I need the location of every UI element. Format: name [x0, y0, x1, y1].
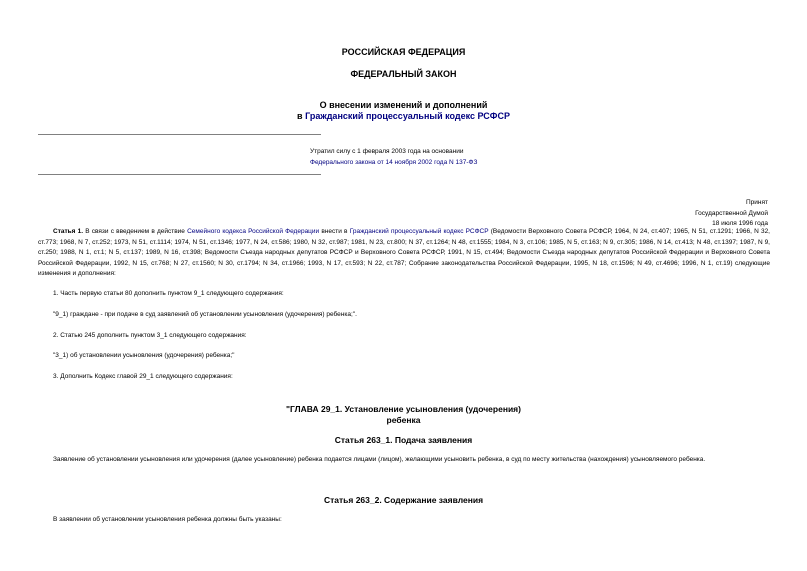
article-263-2-title: Статья 263_2. Содержание заявления [323, 495, 484, 505]
divider-bottom [38, 174, 321, 175]
country-heading: РОССИЙСКАЯ ФЕДЕРАЦИЯ [341, 47, 466, 57]
article-263-1-text: Заявление об установлении усыновления или удочерения (далее усыновление) ребенка подается лицами (лицом), желающими усыновить ребенка, в суд по месту жительства (нахождения) усыновляемого ребенка. [53, 456, 706, 463]
accepted-by: Государственной Думой [695, 209, 768, 217]
list-item: 1. Часть первую статьи 80 дополнить пунктом 9_1 следующего содержания: [53, 290, 284, 297]
law-title-line1: О внесении изменений и дополнений [319, 100, 488, 110]
chapter-title-line2: ребенка [386, 415, 421, 425]
article-263-2-text: В заявлении об установлении усыновления ребенка должны быть указаны: [53, 516, 282, 523]
list-item: "9_1) граждане - при подаче в суд заявлений об установлении усыновления (удочерения) ребенка;". [53, 311, 357, 318]
law-title-line2 [0, 111, 807, 121]
accepted-block [695, 198, 768, 230]
list-item: 3. Дополнить Кодекс главой 29_1 следующего содержания: [53, 373, 233, 380]
article-1-paragraph [38, 227, 770, 280]
list-item: "3_1) об установлении усыновления (удочерения) ребенка;" [53, 352, 235, 359]
article-263-1-title: Статья 263_1. Подача заявления [334, 435, 473, 445]
article-1-text-c: (Ведомости Верховного Совета РСФСР, 1964, N 24, ст.407; 1965, N 51, ст.1291; 1966, N 32, ст.773; 1968, N 7, ст.252; 1973, N 51, ст.1114; 1974, N 51, ст.1346; 1977, N 24, ст.586; 1980, N 32, ст.987; 1981, N 23, ст.800; N 37, ст.1264; N 48, ст.1555; 1984, N 3, ст.106; 1985, N 5, ст.163; N 9, ст.305; 1986, N 14, ст.413; N 48, ст.1397; 1987, N 9, ст.250; 1988, N 1, ст.1; N 5, ст.137; 1989, N 16, ст.398; Ведомости Съезда народных депутатов РСФСР и Верховного Совета РСФСР, 1991, N 15, ст.494; Ведомости Съезда народных депутатов Российской Федерации и Верховного Совета Российской Федерации, 1992, N 15, ст.768; N 27, ст.1560; N 30, ст.1794; N 34, ст.1966; 1993, N 17, ст.593; N 22, ст.787; Собрание законодательства Российской Федерации, 1995, N 18, ст.1596; N 49, ст.4696; 1996, N 1, ст.19) следующие изменения и дополнения: [38, 228, 770, 278]
divider-top [38, 134, 321, 135]
article-1-label: Статья 1. [53, 228, 84, 235]
accepted-label: Принят [745, 199, 768, 206]
list-item: 2. Статью 245 дополнить пунктом 3_1 следующего содержания: [53, 332, 247, 339]
family-code-link[interactable]: Семейного кодекса Российской Федерации [187, 228, 320, 235]
article-1-text-b: внести в [319, 228, 350, 235]
status-note: Утратил силу с 1 февраля 2003 года на основании [310, 148, 464, 155]
repeal-law-link[interactable]: Федерального закона от 14 ноября 2002 года N 137-ФЗ [310, 159, 478, 166]
law-type-heading: ФЕДЕРАЛЬНЫЙ ЗАКОН [350, 69, 457, 79]
gpk-link[interactable]: Гражданский процессуальный кодекс РСФСР [305, 111, 510, 121]
accepted-date: 18 июля 1996 года [712, 220, 768, 227]
article-1-text-a: В связи с введением в действие [83, 228, 188, 235]
gpk-link-inline[interactable]: Гражданский процессуальный кодекс РСФСР [349, 228, 489, 235]
chapter-title-line1: "ГЛАВА 29_1. Установление усыновления (удочерения) [286, 404, 521, 414]
law-title-prefix: в [297, 111, 306, 121]
